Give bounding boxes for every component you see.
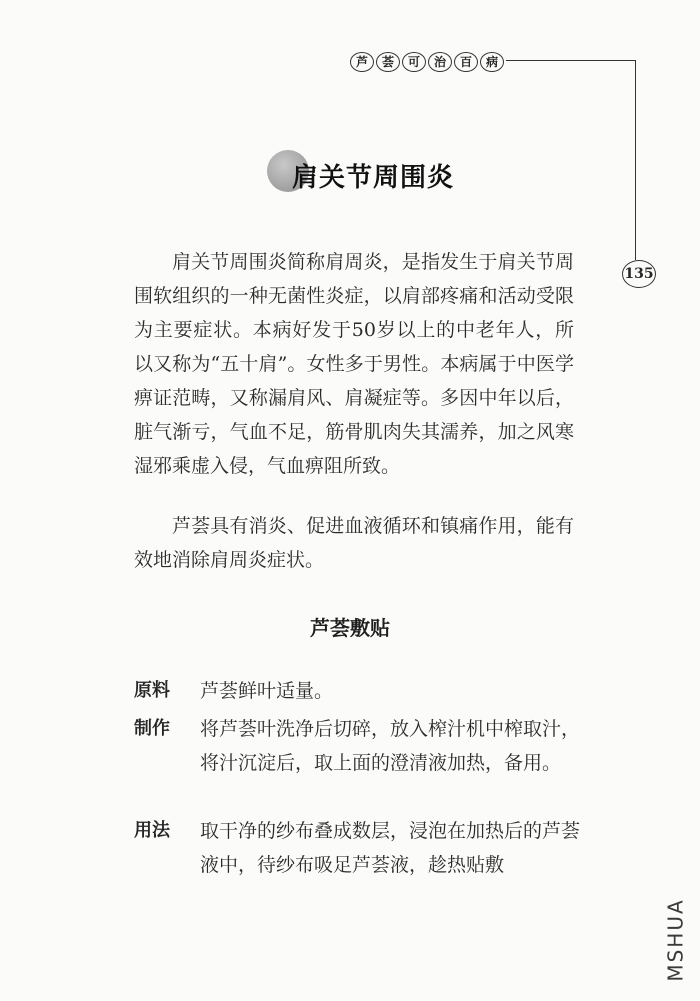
item-text: 将芦荟叶洗净后切碎，放入榨汁机中榨取汁，将汁沉淀后，取上面的澄清液加热，备用。 — [200, 718, 581, 774]
watermark — [662, 884, 690, 996]
paragraph-aloe-effect: 芦荟具有消炎、促进血液循环和镇痛作用，能有效地消除肩周炎症状。 — [134, 515, 574, 571]
recipe-item-ingredients — [134, 674, 584, 708]
recipe-item-preparation — [134, 712, 584, 780]
header-char: 百 — [454, 52, 478, 72]
header-char: 芦 — [350, 52, 374, 72]
margin-rule — [635, 60, 636, 260]
header-rule — [506, 60, 635, 61]
header-char: 治 — [428, 52, 452, 72]
recipe-item-usage — [134, 814, 584, 882]
page-number: 135 — [622, 260, 656, 288]
header-char: 荟 — [376, 52, 400, 72]
item-label: 用法 — [134, 820, 170, 841]
item-text: 芦荟鲜叶适量。 — [200, 680, 334, 702]
item-text: 取干净的纱布叠成数层，浸泡在加热后的芦荟液中，待纱布吸足芦荟液，趁热贴敷 — [200, 820, 581, 876]
item-label: 制作 — [134, 718, 170, 739]
section-title: 芦荟敷贴 — [310, 616, 390, 640]
header-char: 可 — [402, 52, 426, 72]
item-label: 原料 — [134, 680, 170, 701]
paragraph-intro: 肩关节周围炎简称肩周炎，是指发生于肩关节周围软组织的一种无菌性炎症，以肩部疼痛和活动受限为主要症状。本病好发于50岁以上的中老年人，所以又称为“五十肩”。女性多于男性。本病属于中医学痹证范畴，又称漏肩风、肩凝症等。多因中年以后，脏气渐亏，气血不足，筋骨肌肉失其濡养，加之风寒湿邪乘虚入侵，气血痹阻所致。 — [134, 251, 574, 477]
running-header-book-title — [350, 52, 504, 72]
header-char: 病 — [480, 52, 504, 72]
watermark-text: MSHUA — [664, 898, 688, 982]
chapter-title: 肩关节周围炎 — [292, 163, 455, 193]
